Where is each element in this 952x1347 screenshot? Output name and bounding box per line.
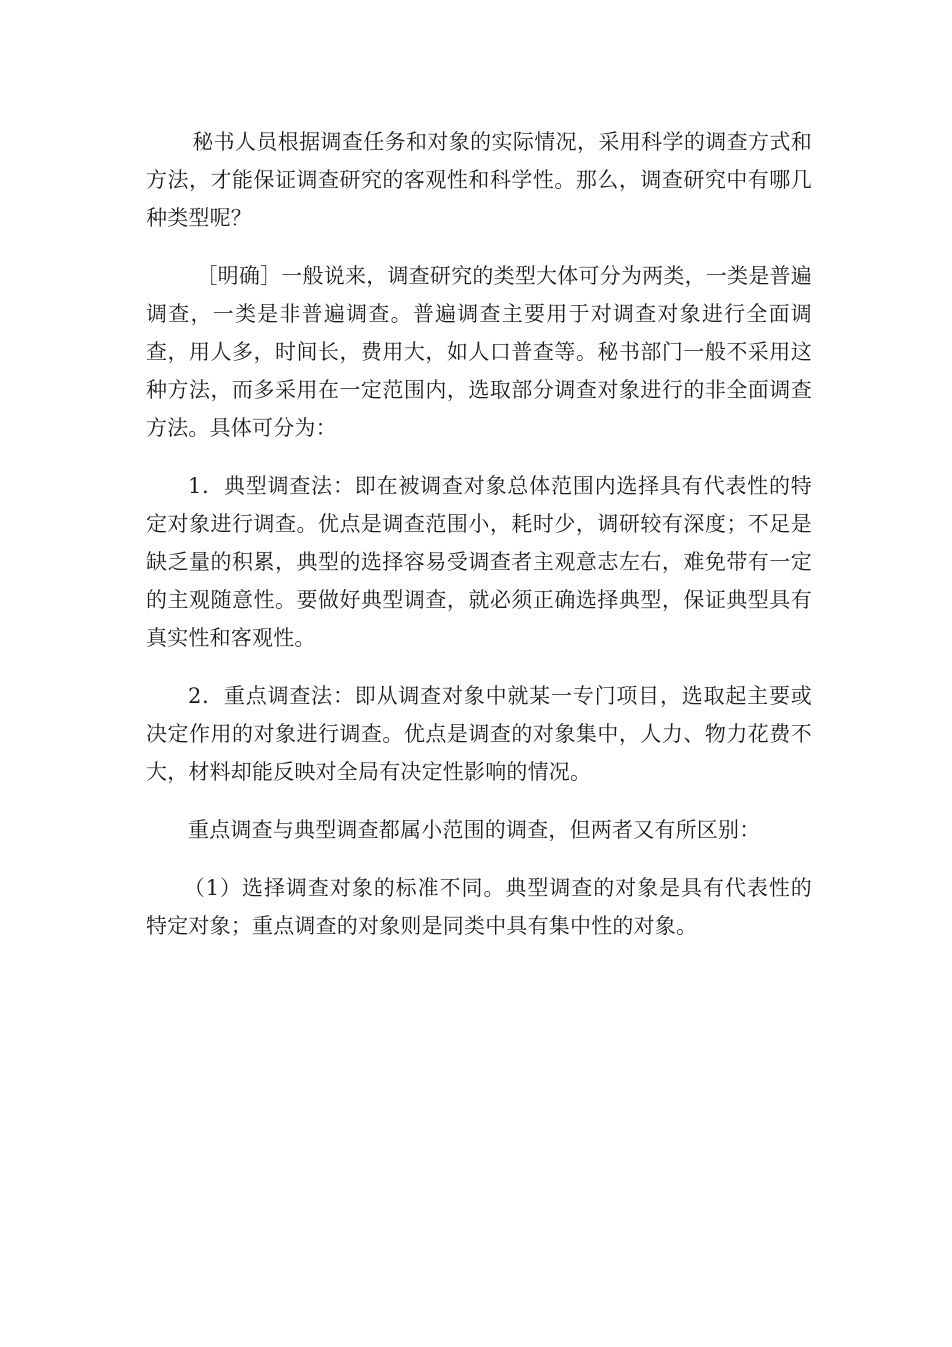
paragraph-typical-survey: 1．典型调查法：即在被调查对象总体范围内选择具有代表性的特定对象进行调查。优点是调查范围小，耗时少，调研较有深度；不足是缺乏量的积累，典型的选择容易受调查者主观意志左右，难免带有一定的主观随意性。要做好典型调查，就必须正确选择典型，保证典型具有真实性和客观性。 (146, 474, 812, 650)
document-body (146, 123, 812, 965)
paragraph-difference-1: （1）选择调查对象的标准不同。典型调查的对象是具有代表性的特定对象；重点调查的对象则是同类中具有集中性的对象。 (146, 876, 812, 938)
paragraph-intro: 秘书人员根据调查任务和对象的实际情况，采用科学的调查方式和方法，才能保证调查研究的客观性和科学性。那么，调查研究中有哪几种类型呢？ (146, 130, 812, 230)
paragraph-key-survey: 2．重点调查法：即从调查对象中就某一专门项目，选取起主要或决定作用的对象进行调查。优点是调查的对象集中，人力、物力花费不大，材料却能反映对全局有决定性影响的情况。 (146, 684, 812, 784)
paragraph-comparison: 重点调查与典型调查都属小范围的调查，但两者又有所区别： (188, 818, 761, 842)
paragraph-clarification: ［明确］一般说来，调查研究的类型大体可分为两类，一类是普遍调查，一类是非普遍调查。普遍调查主要用于对调查对象进行全面调查，用人多，时间长，费用大，如人口普查等。秘书部门一般不采用这种方法，而多采用在一定范围内，选取部分调查对象进行的非全面调查方法。具体可分为： (146, 264, 812, 440)
